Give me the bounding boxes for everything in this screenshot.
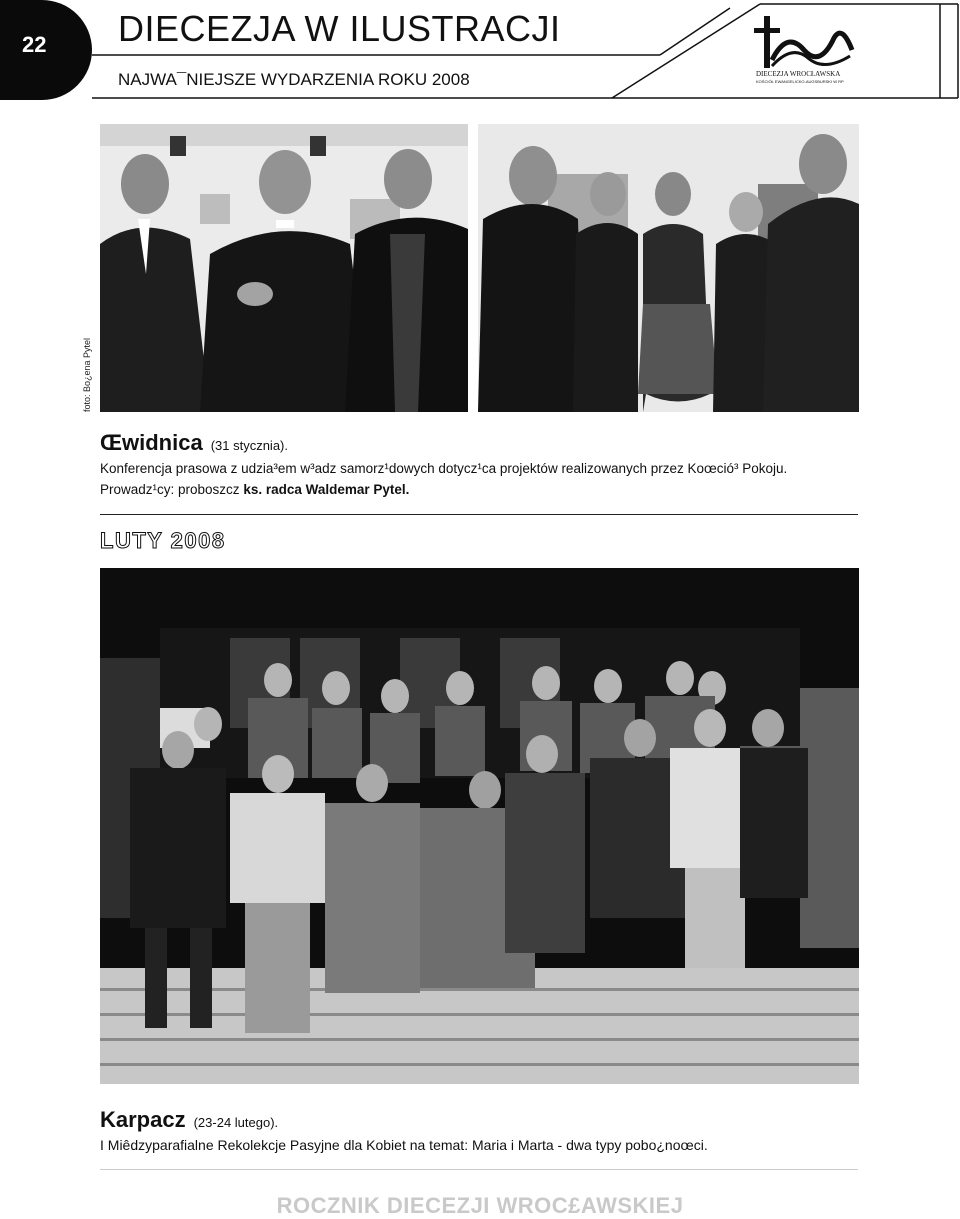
- event2-date: (23-24 lutego).: [193, 1115, 279, 1130]
- footer-divider: [100, 1169, 858, 1170]
- event2-heading: [100, 1107, 278, 1133]
- event1-place: Œwidnica: [100, 430, 203, 455]
- event2-place: Karpacz: [100, 1107, 186, 1132]
- page-footer: ROCZNIK DIECEZJI WROC£AWSKIEJ: [276, 1193, 684, 1218]
- event2-description: I Miêdzyparafialne Rekolekcje Pasyjne dla Kobiet na temat: Maria i Marta - dwa typy pobo¿noœci.: [100, 1137, 708, 1153]
- logo-text-sub: KOŚCIÓŁ EWANGELICKO-AUGSBURSKI W RP: [756, 79, 844, 84]
- event1-heading: [100, 430, 288, 456]
- page-title: DIECEZJA W ILUSTRACJI: [118, 8, 561, 49]
- logo-text-main: DIECEZJA WROCŁAWSKA: [756, 70, 841, 78]
- page-subtitle: NAJWA¯NIEJSZE WYDARZENIA ROKU 2008: [118, 70, 470, 89]
- event1-host-label: Prowadz¹cy: proboszcz: [100, 482, 244, 497]
- photo-group-karpacz: [100, 568, 859, 1084]
- page-number: 22: [22, 32, 47, 57]
- event1-text-line1: Konferencja prasowa z udzia³em w³adz samorz¹dowych dotycz¹ca projektów realizowanych przez Koœció³ Pokoju.: [100, 461, 788, 476]
- event1-description: [100, 458, 860, 500]
- section-divider: [100, 514, 858, 515]
- event1-text-line2: [100, 479, 860, 500]
- photo-credit: foto: Bo¿ena Pytel: [82, 337, 92, 412]
- diocese-logo: [742, 10, 862, 84]
- section-title: LUTY 2008: [100, 528, 226, 553]
- event1-host-name: ks. radca Waldemar Pytel.: [243, 482, 410, 497]
- photo-press-conference-right: [478, 124, 859, 412]
- event1-date: (31 stycznia).: [210, 438, 288, 453]
- page-header: [0, 0, 960, 104]
- photo-press-conference-left: [100, 124, 468, 412]
